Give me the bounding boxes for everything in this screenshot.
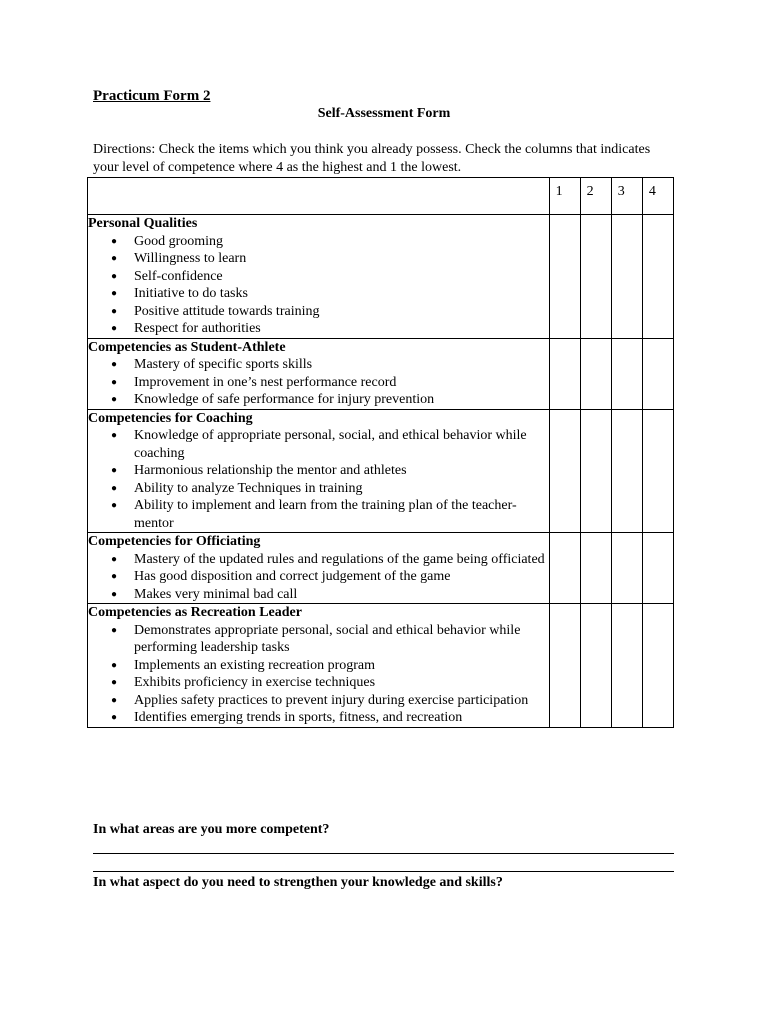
- category-cell: [88, 533, 550, 604]
- category-row-student-athlete: [88, 338, 674, 409]
- category-row-recreation-leader: [88, 604, 674, 728]
- category-cell: [88, 338, 550, 409]
- directions-text: Directions: Check the items which you think you already possess. Check the columns that indicates your level of competence where 4 as the highest and 1 the lowest.: [93, 142, 651, 175]
- rating-cell-3[interactable]: [611, 409, 642, 533]
- rating-cell-2[interactable]: [580, 604, 611, 728]
- rating-cell-4[interactable]: [642, 604, 673, 728]
- column-header-2: 2: [580, 178, 611, 215]
- list-item: ● Knowledge of safe performance for injury prevention: [134, 391, 549, 409]
- list-item: ● Implements an existing recreation program: [134, 657, 549, 675]
- rating-cell-4[interactable]: [642, 409, 673, 533]
- category-item-list: [88, 622, 549, 727]
- rating-cell-3[interactable]: [611, 338, 642, 409]
- list-item: ● Mastery of specific sports skills: [134, 356, 549, 374]
- rating-cell-1[interactable]: [549, 409, 580, 533]
- category-row-personal-qualities: [88, 215, 674, 339]
- list-item: ● Ability to implement and learn from the training plan of the teacher-mentor: [134, 497, 549, 532]
- answer-line[interactable]: [93, 871, 674, 872]
- rating-cell-4[interactable]: [642, 338, 673, 409]
- category-row-officiating: [88, 533, 674, 604]
- list-item: ● Willingness to learn: [134, 250, 549, 268]
- rating-cell-3[interactable]: [611, 215, 642, 339]
- list-item: ● Knowledge of appropriate personal, social, and ethical behavior while coaching: [134, 427, 549, 462]
- list-item: ● Respect for authorities: [134, 320, 549, 338]
- category-item-list: [88, 233, 549, 338]
- list-item: ● Demonstrates appropriate personal, social and ethical behavior while performing leadership tasks: [134, 622, 549, 657]
- list-item: ● Good grooming: [134, 233, 549, 251]
- list-item: ● Identifies emerging trends in sports, fitness, and recreation: [134, 709, 549, 727]
- category-item-list: [88, 551, 549, 604]
- rating-cell-4[interactable]: [642, 533, 673, 604]
- category-item-list: [88, 427, 549, 532]
- list-item: ● Self-confidence: [134, 268, 549, 286]
- list-item: ● Makes very minimal bad call: [134, 586, 549, 604]
- rating-cell-3[interactable]: [611, 604, 642, 728]
- answer-line[interactable]: [93, 853, 674, 854]
- category-row-coaching: [88, 409, 674, 533]
- category-title: Competencies for Coaching: [88, 410, 253, 426]
- category-title: Competencies as Recreation Leader: [88, 605, 302, 620]
- category-title: Competencies for Officiating: [88, 534, 261, 549]
- rating-cell-1[interactable]: [549, 533, 580, 604]
- column-header-4: 4: [642, 178, 673, 215]
- header-row: [88, 178, 674, 215]
- question-more-competent: In what areas are you more competent?: [93, 822, 330, 837]
- category-cell: [88, 604, 550, 728]
- rating-cell-4[interactable]: [642, 215, 673, 339]
- list-item: ● Mastery of the updated rules and regulations of the game being officiated: [134, 551, 549, 569]
- category-title: Personal Qualities: [88, 216, 198, 231]
- list-item: ● Improvement in one’s nest performance record: [134, 374, 549, 392]
- rating-cell-1[interactable]: [549, 215, 580, 339]
- list-item: ● Harmonious relationship the mentor and athletes: [134, 462, 549, 480]
- list-item: ● Has good disposition and correct judgement of the game: [134, 568, 549, 586]
- category-title: Competencies as Student-Athlete: [88, 339, 286, 355]
- list-item: ● Initiative to do tasks: [134, 285, 549, 303]
- question-strengthen-skills: In what aspect do you need to strengthen your knowledge and skills?: [93, 875, 503, 890]
- category-cell: [88, 409, 550, 533]
- category-item-list: [88, 356, 549, 409]
- rating-cell-3[interactable]: [611, 533, 642, 604]
- list-item: ● Ability to analyze Techniques in training: [134, 480, 549, 498]
- column-header-3: 3: [611, 178, 642, 215]
- header-blank-cell: [88, 178, 550, 215]
- rating-cell-1[interactable]: [549, 338, 580, 409]
- rating-cell-2[interactable]: [580, 215, 611, 339]
- list-item: ● Exhibits proficiency in exercise techniques: [134, 674, 549, 692]
- form-title: Self-Assessment Form: [317, 106, 451, 121]
- list-item: ● Positive attitude towards training: [134, 303, 549, 321]
- rating-cell-2[interactable]: [580, 409, 611, 533]
- rating-cell-1[interactable]: [549, 604, 580, 728]
- list-item: ● Applies safety practices to prevent injury during exercise participation: [134, 692, 549, 710]
- assessment-table: [87, 177, 674, 728]
- form-label: Practicum Form 2: [93, 88, 211, 104]
- rating-cell-2[interactable]: [580, 533, 611, 604]
- column-header-1: 1: [549, 178, 580, 215]
- category-cell: [88, 215, 550, 339]
- rating-cell-2[interactable]: [580, 338, 611, 409]
